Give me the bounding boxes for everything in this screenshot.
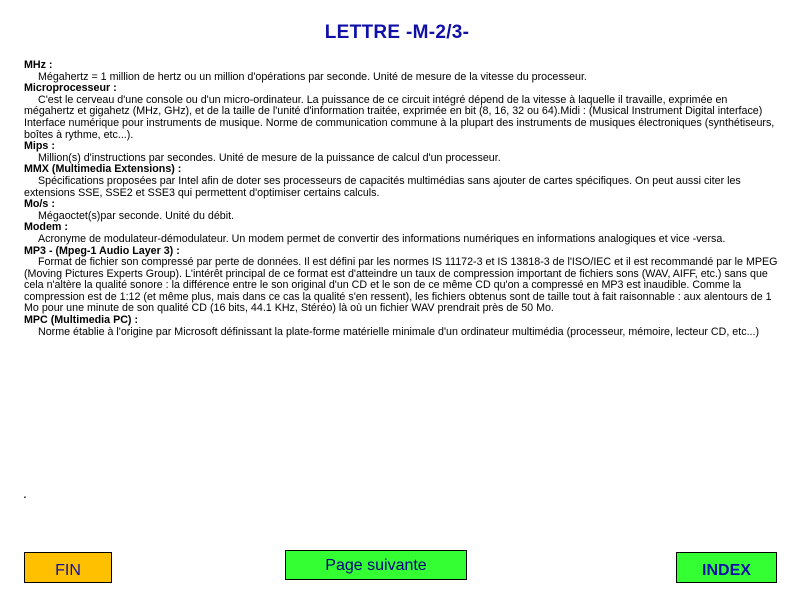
stray-dot: . [23,485,27,501]
term-mhz: MHz : [24,59,53,71]
term-mp3: MP3 - (Mpeg-1 Audio Layer 3) : [24,244,180,257]
term-microprocesseur: Microprocesseur : [24,82,117,95]
definition-mips: Million(s) d'instructions par secondes. Unité de mesure de la puissance de calcul d'un processeur. [38,151,501,164]
term-modem: Modem : [24,221,68,234]
fin-button[interactable]: FIN [24,552,112,583]
definition-mos: Mégaoctet(s)par seconde. Unité du débit. [38,209,235,222]
index-button[interactable]: INDEX [676,552,777,583]
definition-mp3: Format de fichier son compressé par perte de données. Il est défini par les normes IS 11172-3 et IS 13818-3 de l'ISO/IEC et il est recommandé par le MPEG (Moving Pictures Experts Group). L'intérêt principal de ce format est d'atteindre un taux de compression important de fichiers sons (WAV, AIFF, etc.) sans que cela n'altère la qualité sonore : la différence entre le son original d'un CD et le son de ce même CD qu'on a compressé en MP3 est inaudible. Comme la compression est de 1:12 (et même plus, mais dans ce cas la qualité s'en ressent), les fichiers obtenus sont de taille tout à fait raisonnable : aux alentours de 1 Mo pour une minute de son qualité CD (16 bits, 44.1 KHz, Stéréo) là où un fichier WAV prendrait près de 50 Mo. [24,256,778,315]
definition-microprocesseur: C'est le cerveau d'une console ou d'un micro-ordinateur. La puissance de ce circuit intégré dépend de la vitesse à laquelle il travaille, exprimée en mégahertz et gigahetz (MHz, GHz), et de la taille de l'unité d'information traitée, exprimée en bit (8, 16, 32 ou 64).Midi : (Musical Instrument Digital interface) Interface numérique pour instruments de musique. Norme de communication commune à la plupart des instruments de musiques électroniques (synthétiseurs, boîtes à rythme, etc...). [24,93,775,141]
next-page-button[interactable]: Page suivante [285,550,467,580]
definition-mpc: Norme établie à l'origine par Microsoft définissant la plate-forme matérielle minimale d'un ordinateur multimédia (processeur, mémoire, lecteur CD, etc...) [38,325,760,338]
term-mips: Mips : [24,140,55,153]
page-title: LETTRE -M-2/3- [324,22,470,43]
term-mos: Mo/s : [24,198,55,211]
definition-mhz: Mégahertz = 1 million de hertz ou un million d'opérations par seconde. Unité de mesure de la vitesse du processeur. [38,70,587,83]
definition-mmx: Spécifications proposées par Intel afin de doter ses processeurs de capacités multimédias sans ajouter de cartes spécifiques. On peut aussi citer les extensions SSE, SSE2 et SSE3 qui permettent d'optimiser certains calculs. [24,174,741,199]
glossary-content [24,60,779,338]
term-mpc: MPC (Multimedia PC) : [24,314,138,327]
term-mmx: MMX (Multimedia Extensions) : [24,163,182,176]
definition-modem: Acronyme de modulateur-démodulateur. Un modem permet de convertir des informations numériques en informations analogiques et vice -versa. [38,232,726,245]
